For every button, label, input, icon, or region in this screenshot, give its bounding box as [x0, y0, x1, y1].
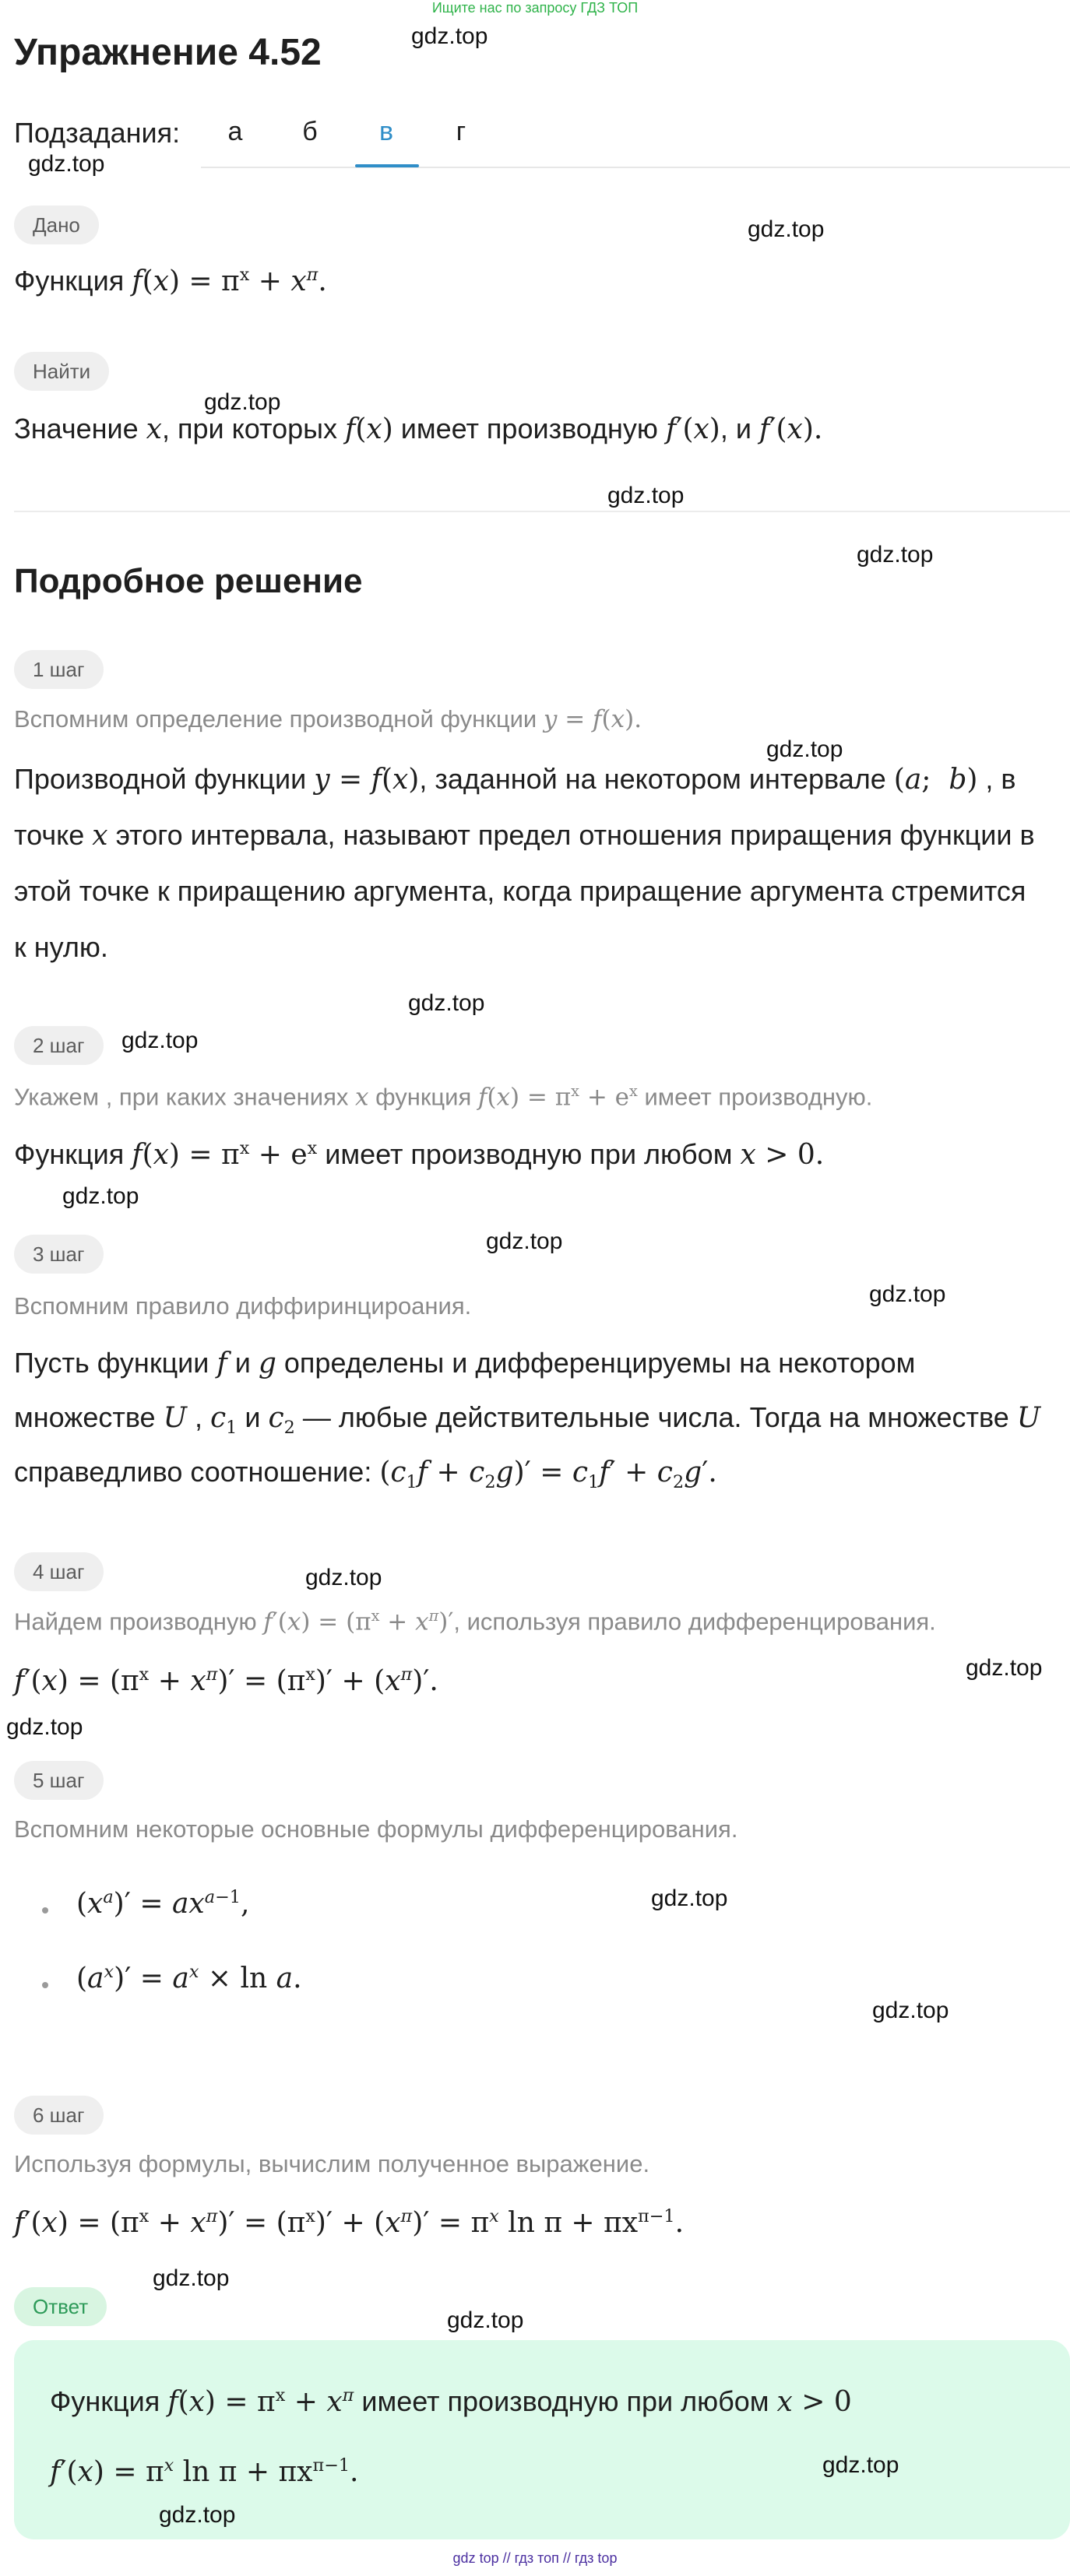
step-1-line-2: точке x этого интервала, называют предел отношения приращения функции в: [14, 819, 1035, 852]
step-3-line-2: множестве U , $c_1$ и $c_2$ — любые действительные числа. Тогда на множестве U: [14, 1401, 1041, 1439]
step-6-hint: Используя формулы, вычислим полученное выражение.: [14, 2150, 650, 2177]
tab-v[interactable]: в: [378, 117, 394, 146]
watermark: gdz.top: [748, 216, 825, 242]
step-5-bullet-2: $(a^x)' = a^x \times \ln a$.: [76, 1962, 302, 1994]
page-title: Упражнение 4.52: [14, 32, 322, 73]
tab-g[interactable]: г: [456, 117, 466, 146]
tabs-divider: [201, 167, 1070, 168]
bullet-dot: [42, 1907, 48, 1914]
step-6-chip: 6 шаг: [14, 2096, 104, 2135]
step-3-line-3: справедливо соотношение: $(c_1f + c_2g)' = c_1f' + c_2g'$.: [14, 1456, 717, 1493]
watermark: gdz.top: [408, 990, 485, 1016]
watermark: gdz.top: [305, 1565, 382, 1590]
find-chip: Найти: [14, 352, 109, 391]
watermark: gdz.top: [651, 1885, 728, 1911]
step-3-chip: 3 шаг: [14, 1235, 104, 1274]
answer-line-2: $f'(x) = \pi^x$ $\ln \pi + \pi x^{\pi-1}$.: [50, 2455, 359, 2488]
search-hint-banner: Ищите нас по запросу ГДЗ ТОП: [431, 0, 639, 16]
watermark: gdz.top: [607, 483, 685, 508]
step-1-line-1: Производной функции y = f(x), заданной на некотором интервале (a; b) , в: [14, 763, 1016, 796]
watermark: gdz.top: [159, 2502, 236, 2528]
step-1-chip: 1 шаг: [14, 650, 104, 689]
bullet-dot: [42, 1982, 48, 1988]
step-4-hint: Найдем производную $f'(x) = (\pi^x + x^\pi)'$, используя правило дифференцирования.: [14, 1607, 936, 1636]
given-text: Функция $f(x) = \pi^x + x^\pi$.: [14, 265, 327, 297]
watermark: gdz.top: [153, 2265, 230, 2291]
watermark: gdz.top: [204, 389, 281, 415]
watermark: gdz.top: [411, 23, 488, 49]
answer-line-1: Функция $f(x) = \pi^x + x^\pi$ имеет производную при любом x > 0: [50, 2385, 852, 2418]
watermark: gdz.top: [486, 1228, 563, 1254]
watermark: gdz.top: [822, 2452, 899, 2478]
watermark: gdz.top: [121, 1028, 199, 1053]
step-2-chip: 2 шаг: [14, 1026, 104, 1065]
section-divider: [14, 511, 1070, 512]
step-5-chip: 5 шаг: [14, 1761, 104, 1800]
answer-chip: Ответ: [14, 2287, 107, 2326]
step-3-line-1: Пусть функции f и g определены и дифференцируемы на некотором: [14, 1347, 916, 1379]
subtasks-label: Подзадания:: [14, 117, 181, 149]
watermark: gdz.top: [447, 2307, 524, 2333]
step-3-hint: Вспомним правило диффиринцироания.: [14, 1292, 472, 1320]
watermark: gdz.top: [766, 736, 843, 762]
watermark: gdz.top: [869, 1281, 946, 1307]
footer-links: gdz top // гдз топ // гдз top: [452, 2550, 618, 2566]
step-5-hint: Вспомним некоторые основные формулы дифференцирования.: [14, 1815, 738, 1843]
watermark: gdz.top: [857, 542, 934, 568]
watermark: gdz.top: [62, 1183, 139, 1209]
tab-a[interactable]: а: [227, 117, 243, 146]
watermark: gdz.top: [966, 1655, 1043, 1681]
given-formula: f: [132, 265, 143, 297]
step-6-line-1: $f'(x) = (\pi^x + x^\pi)' = (\pi^x)' + (x^\pi)' = \pi^x$ $\ln \pi + \pi x^{\pi-1}$.: [14, 2206, 685, 2239]
step-4-chip: 4 шаг: [14, 1552, 104, 1591]
watermark: gdz.top: [6, 1714, 83, 1740]
given-chip: Дано: [14, 206, 99, 244]
step-1-line-3: этой точке к приращению аргумента, когда приращение аргумента стремится: [14, 875, 1026, 907]
find-text: Значение x, при которых f(x) имеет производную f′(x), и f′(x).: [14, 413, 823, 445]
step-5-bullet-1: $(x^a)' = ax^{a-1}$,: [76, 1887, 250, 1920]
step-1-hint: Вспомним определение производной функции y = f(x).: [14, 705, 642, 733]
active-tab-indicator: [355, 164, 419, 167]
watermark: gdz.top: [28, 151, 105, 177]
given-prefix: Функция: [14, 265, 125, 297]
step-1-line-4: к нулю.: [14, 931, 108, 963]
tab-b[interactable]: б: [302, 117, 318, 146]
step-2-line-1: Функция $f(x) = \pi^x + e^x$ имеет производную при любом x > 0.: [14, 1138, 825, 1171]
step-2-hint: Укажем , при каких значениях x функция $f(x) = \pi^x + e^x$ имеет производную.: [14, 1082, 873, 1112]
step-4-line-1: $f'(x) = (\pi^x + x^\pi)' = (\pi^x)' + (x^\pi)'$.: [14, 1664, 438, 1697]
watermark: gdz.top: [872, 1998, 949, 2023]
solution-heading: Подробное решение: [14, 562, 363, 600]
